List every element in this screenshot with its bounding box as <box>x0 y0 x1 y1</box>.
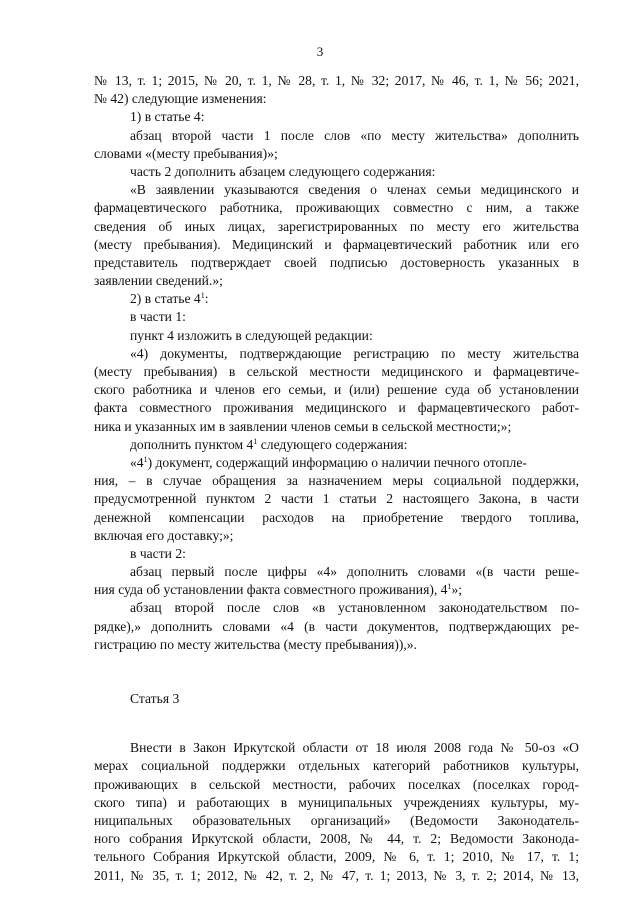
text-line: ника и указанных им в заявлении членов семьи в сельской местности;»; <box>94 418 512 434</box>
text-line: пункт 4 изложить в следующей редакции: <box>130 327 373 343</box>
text-line <box>94 436 579 454</box>
text-line: фармацевтического работника, проживающих совместно с ним, а также <box>94 200 579 216</box>
text-line: в части 2: <box>130 545 186 561</box>
text-line: денежной компенсации расходов на приобретение твердого топлива, <box>94 509 579 525</box>
superscript: 1 <box>200 291 205 301</box>
text-line: часть 2 дополнить абзацем следующего содержания: <box>130 163 436 179</box>
text-line: № 13, т. 1; 2015, № 20, т. 1, № 28, т. 1, № 32; 2017, № 46, т. 1, № 56; 2021, <box>94 73 579 88</box>
text-line: «4) документы, подтверждающие регистрацию по месту жительства <box>130 345 579 361</box>
article-heading: Статья 3 <box>130 691 180 706</box>
text-line: ного собрания Иркутской области, 2008, № 44, т. 2; Ведомости Законода- <box>94 831 579 847</box>
superscript: 1 <box>143 454 148 464</box>
text-line: Внести в Закон Иркутской области от 18 июля 2008 года № 50-оз «О <box>130 740 579 756</box>
text-segment: ния суда об установлении факта совместного проживания), 4 <box>94 582 448 598</box>
text-segment: дополнить пунктом 4 <box>130 436 254 452</box>
text-line: абзац второй части 1 после слов «по месту жительства» дополнить <box>130 127 579 143</box>
text-segment: следующего содержания: <box>257 436 408 452</box>
text-line: предусмотренной пунктом 2 части 1 статьи 2 настоящего Закона, в части <box>94 491 579 507</box>
document-body <box>94 72 579 885</box>
text-line: абзац первый после цифры «4» дополнить словами «(в части реше- <box>130 564 579 580</box>
text-line: ского типа) и работающих в муниципальных учреждениях культуры, му- <box>94 794 579 810</box>
text-line: в части 1: <box>130 309 186 325</box>
text-segment: : <box>204 291 209 307</box>
text-line: 1) в статье 4: <box>130 109 205 125</box>
text-segment: 2) в статье 4 <box>130 291 201 307</box>
text-line: ния, – в случае обращения за назначением меры социальной поддержки, <box>94 473 579 489</box>
superscript: 1 <box>447 582 452 592</box>
text-line: (месту пребывания). Медицинский и фармацевтический работник или его <box>94 236 579 252</box>
text-line: гистрацию по месту жительства (месту пребывания)),». <box>94 636 417 652</box>
text-line: № 42) следующие изменения: <box>94 91 267 107</box>
page-number: 3 <box>316 44 324 59</box>
text-segment: ) документ, содержащий информацию о наличии печного отопле- <box>147 454 527 470</box>
spacer <box>94 654 579 690</box>
text-segment: «4 <box>130 454 144 470</box>
text-line: (месту пребывания) в сельской местности медицинского и фармацевтиче- <box>94 364 579 379</box>
text-line <box>94 290 579 308</box>
text-line: тельного Собрания Иркутской области, 2009, № 6, т. 1; 2010, № 17, т. 1; <box>94 849 579 865</box>
text-line: заявлении сведений.»; <box>94 273 223 289</box>
text-line: абзац второй после слов «в установленном законодательством по- <box>130 600 579 616</box>
text-line <box>94 454 579 472</box>
text-line: словами «(месту пребывания)»; <box>94 145 278 161</box>
text-line: сведения об иных лицах, зарегистрированных по месту его жительства <box>94 218 579 234</box>
text-line: мерах социальной поддержки отдельных категорий работников культуры, <box>94 758 579 774</box>
text-segment: »; <box>451 582 463 598</box>
text-line <box>94 581 579 599</box>
spacer <box>94 708 579 739</box>
text-line: включая его доставку;»; <box>94 527 234 543</box>
superscript: 1 <box>253 436 258 446</box>
text-line: ского работника и членов его семьи, и (или) решение суда об установлении <box>94 382 579 398</box>
text-line: факта совместного проживания медицинского и фармацевтического работ- <box>94 400 579 416</box>
text-line: рядке),» дополнить словами «4 (в части документов, подтверждающих ре- <box>94 618 579 634</box>
text-line: проживающих в сельской местности, рабочих поселках (поселках город- <box>94 776 579 792</box>
text-line: ниципальных образовательных организаций» (Ведомости Законодатель- <box>94 812 579 828</box>
text-line: представитель подтверждает своей подписью достоверность указанных в <box>94 254 579 270</box>
text-line: «В заявлении указываются сведения о членах семьи медицинского и <box>130 182 579 198</box>
text-line: 2011, № 35, т. 1; 2012, № 42, т. 2, № 47, т. 1; 2013, № 3, т. 2; 2014, № 13, <box>94 867 579 883</box>
